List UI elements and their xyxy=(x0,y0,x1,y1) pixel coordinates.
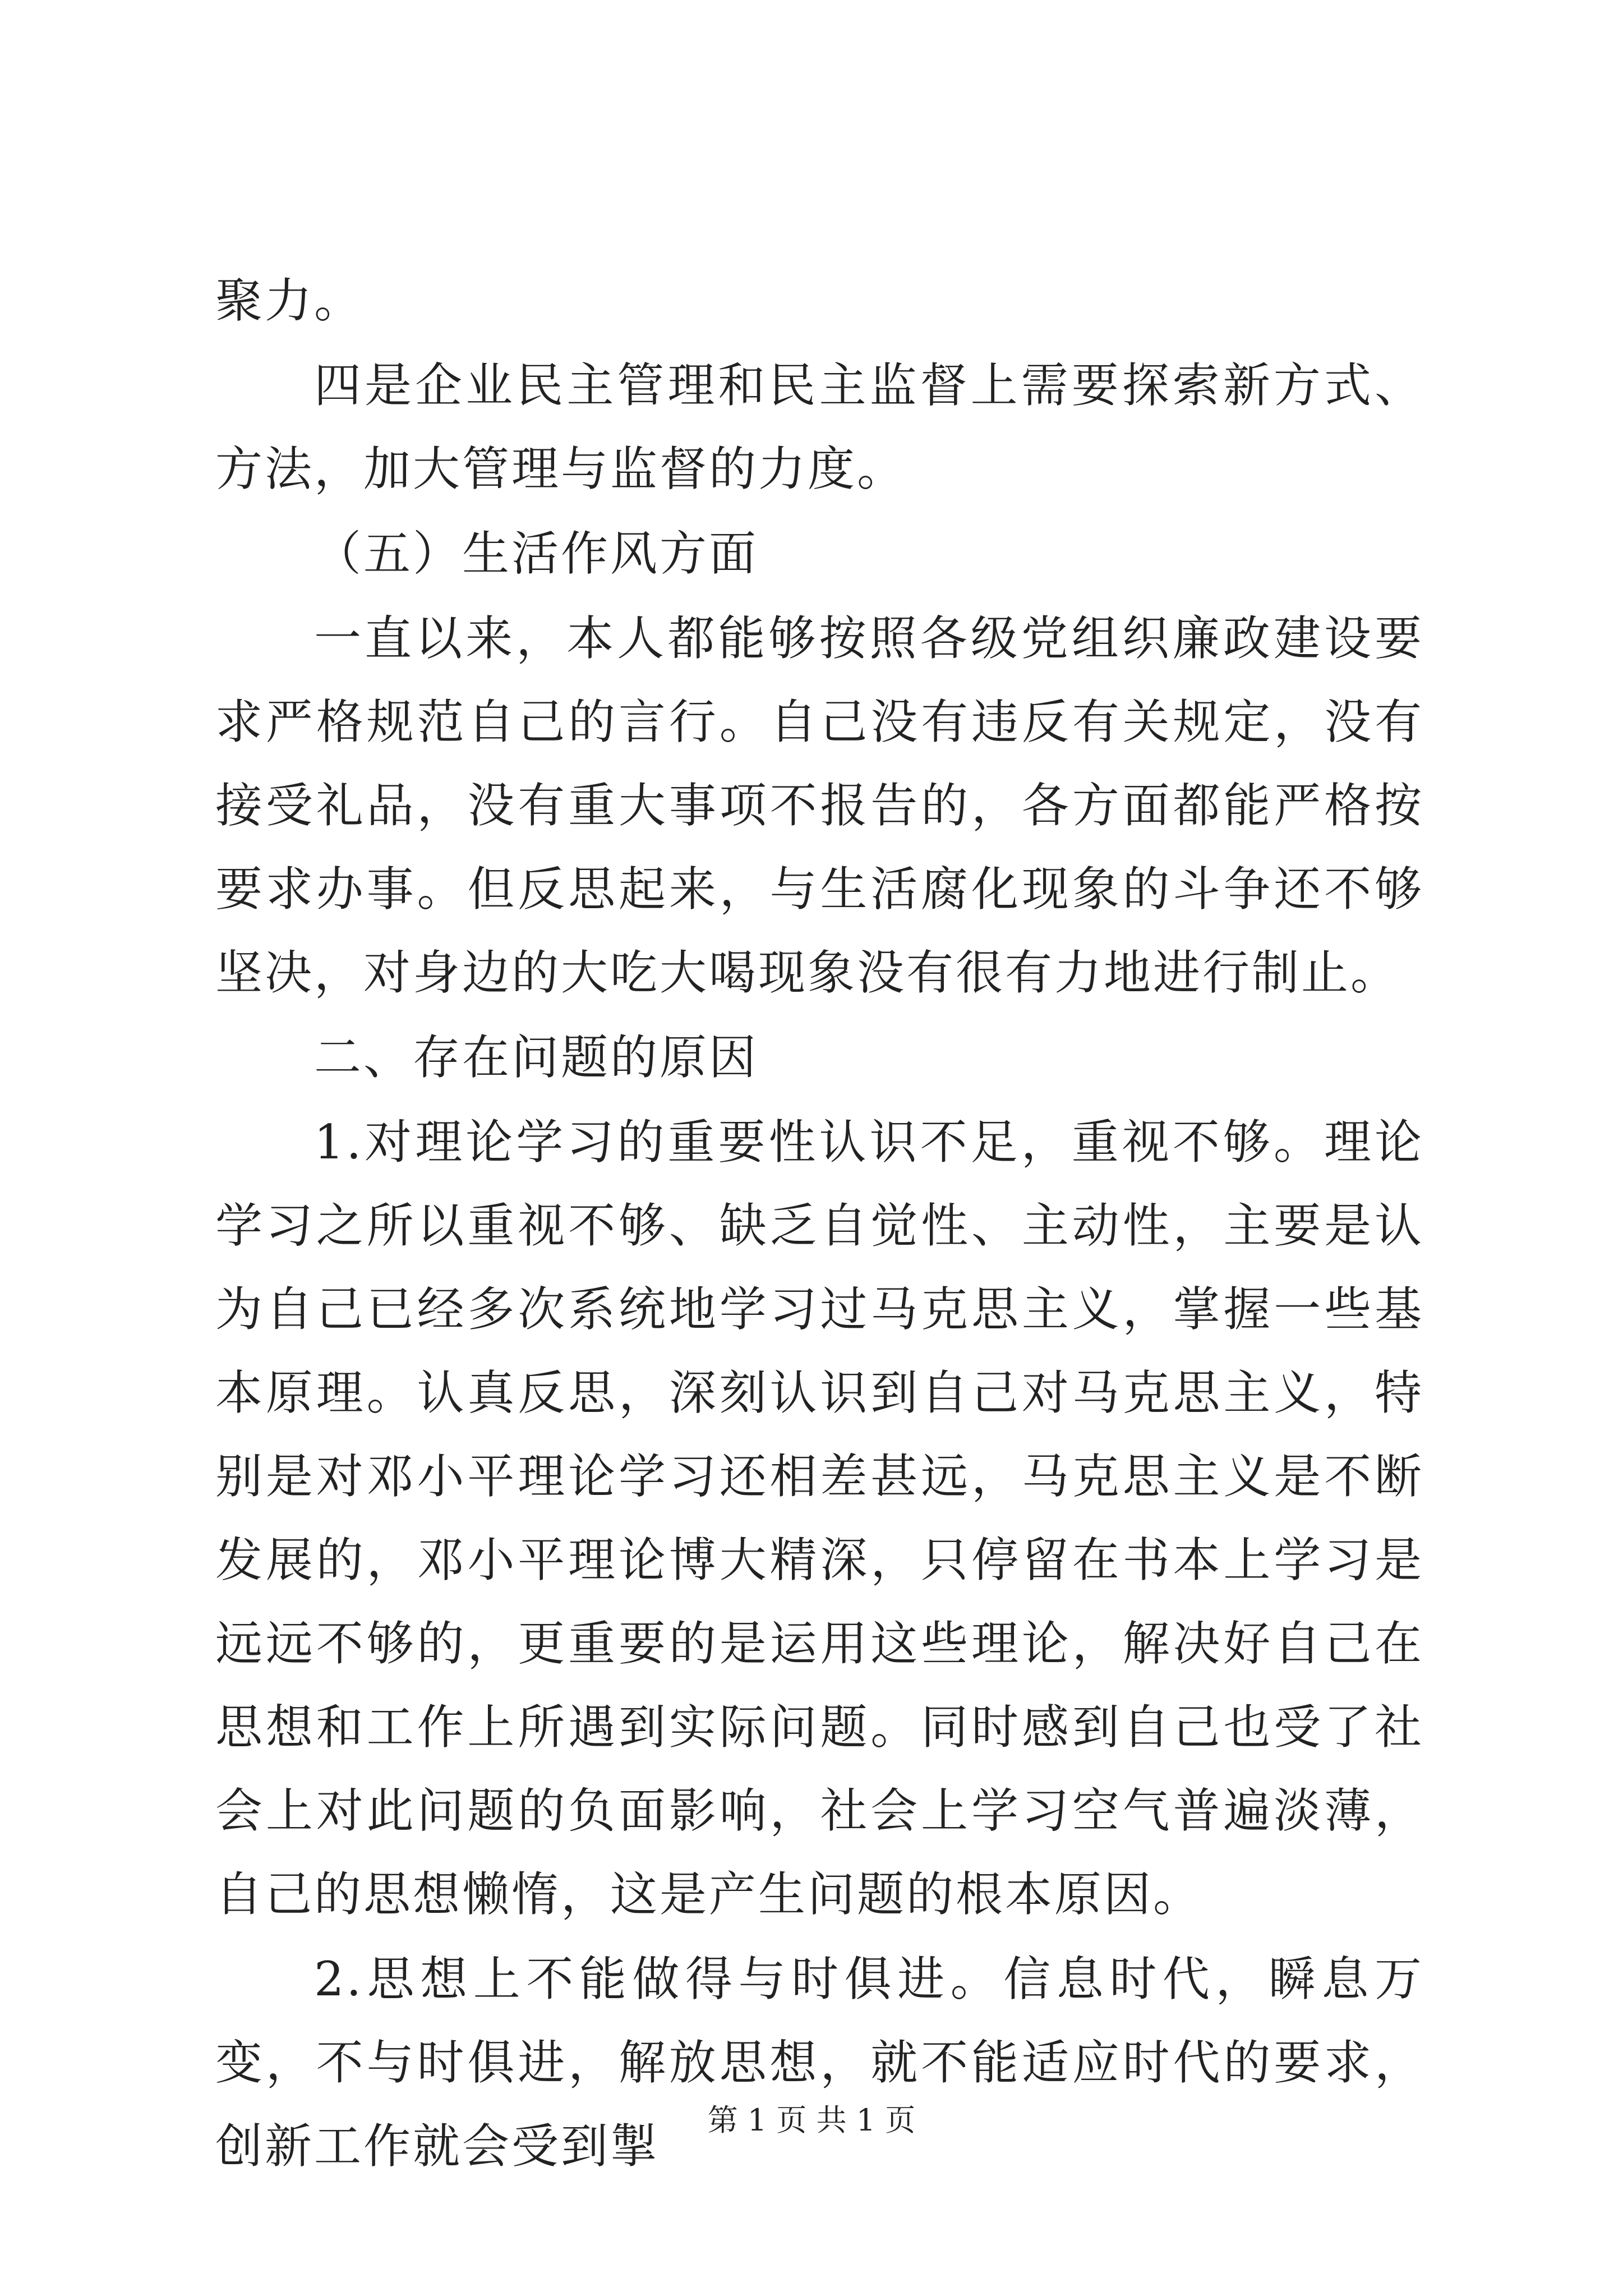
paragraph-3-heading: （五）生活作风方面 xyxy=(314,526,759,581)
paragraph-2: 四是企业民主管理和民主监督上需要探索新方式、方法，加大管理与监督的力度。 xyxy=(215,358,1424,496)
document-body xyxy=(215,259,1424,2188)
paragraph-4: 一直以来，本人都能够按照各级党组织廉政建设要求严格规范自己的言行。自己没有违反有关规定，没有接受礼品，没有重大事项不报告的，各方面都能严格按要求办事。但反思起来，与生活腐化现象的斗争还不够坚决，对身边的大吃大喝现象没有很有力地进行制止。 xyxy=(215,611,1424,1000)
paragraph-5-heading: 二、存在问题的原因 xyxy=(314,1030,759,1085)
paragraph-7: 2.思想上不能做得与时俱进。信息时代，瞬息万变，不与时俱进，解放思想，就不能适应时代的要求，创新工作就会受到掣 xyxy=(215,1952,1424,2174)
paragraph-1: 聚力。 xyxy=(215,273,364,328)
page-footer: 第 1 页 共 1 页 xyxy=(707,2102,916,2138)
paragraph-6: 1.对理论学习的重要性认识不足，重视不够。理论学习之所以重视不够、缺乏自觉性、主动性，主要是认为自己已经多次系统地学习过马克思主义，掌握一些基本原理。认真反思，深刻认识到自己对马克思主义，特别是对邓小平理论学习还相差甚远，马克思主义是不断发展的，邓小平理论博大精深，只停留在书本上学习是远远不够的，更重要的是运用这些理论，解决好自己在思想和工作上所遇到实际问题。同时感到自己也受了社会上对此问题的负面影响，社会上学习空气普遍淡薄，自己的思想懒惰，这是产生问题的根本原因。 xyxy=(215,1115,1424,1922)
